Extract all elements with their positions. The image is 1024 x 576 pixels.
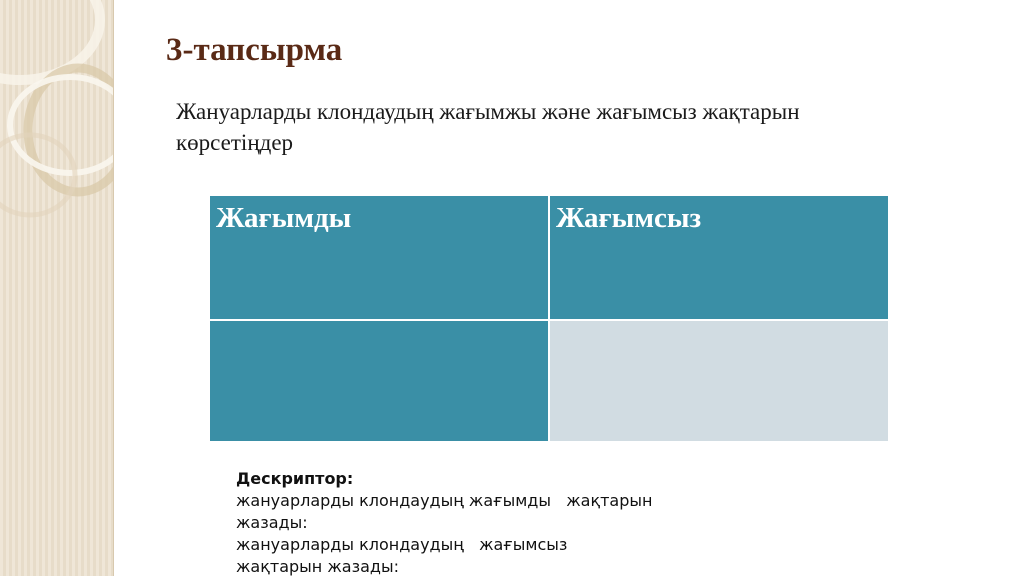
body-cell-positive[interactable] <box>209 320 549 443</box>
table-body-row <box>209 320 889 443</box>
header-label-positive: Жағымды <box>216 202 352 234</box>
body-cell-negative[interactable] <box>549 320 889 443</box>
decorative-rings-ornament <box>0 0 113 576</box>
slide-title: 3-тапсырма <box>166 32 343 68</box>
descriptor-line: жазады: <box>236 513 308 532</box>
table-header-row <box>209 195 889 320</box>
descriptor-line: жануарларды клондаудың жағымды жақтарын <box>236 491 653 510</box>
header-label-negative: Жағымсыз <box>556 202 702 234</box>
pros-cons-table <box>208 194 890 443</box>
header-cell-positive <box>209 195 549 320</box>
descriptor-line: жануарларды клондаудың жағымсыз <box>236 535 568 554</box>
descriptor-line: жақтарын жазады: <box>236 557 399 576</box>
task-instruction: Жануарларды клондаудың жағымжы және жағымсыз жақтарын көрсетіңдер <box>176 99 800 155</box>
descriptor-heading: Дескриптор: <box>236 469 354 488</box>
decorative-side-band <box>0 0 114 576</box>
header-cell-negative <box>549 195 889 320</box>
descriptor-block <box>236 468 796 576</box>
